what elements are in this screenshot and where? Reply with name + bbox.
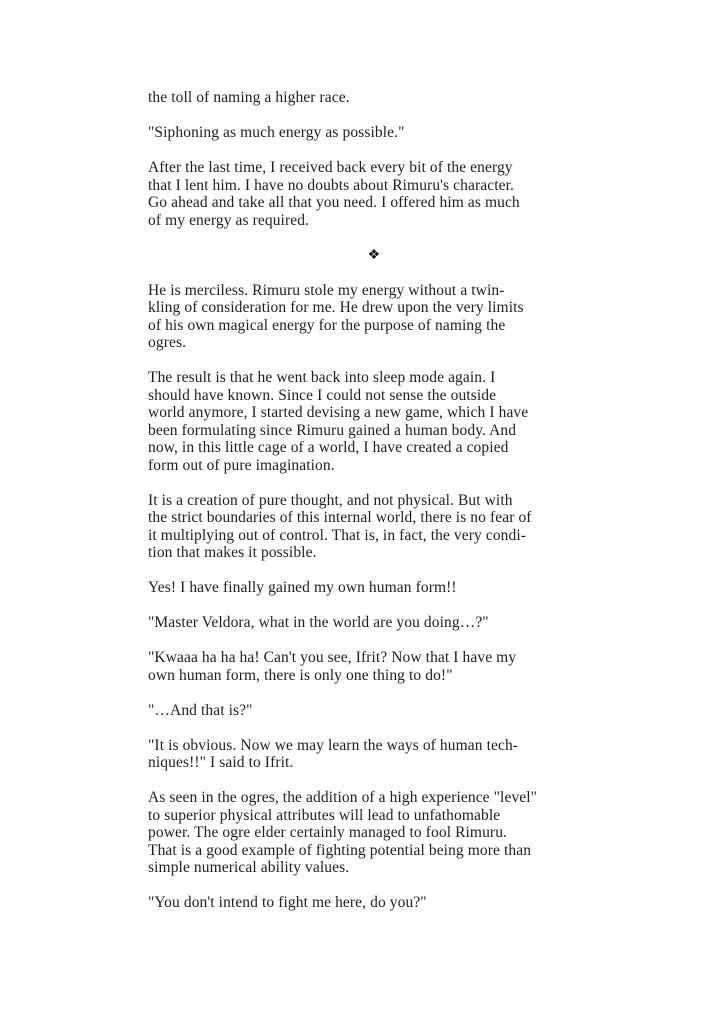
paragraph-dialogue: "It is obvious. Now we may learn the ways of human tech- niques!!" I said to Ifrit. [148, 736, 519, 771]
paragraph-dialogue: "Siphoning as much energy as possible." [148, 124, 405, 141]
section-divider [148, 247, 600, 265]
text-column [148, 89, 600, 912]
paragraph: As seen in the ogres, the addition of a high experience "level" to superior physical attributes will lead to unfathomable power. The ogre elder certainly managed to fool Rimuru. That is a good example of fighting potential being more than simple numerical ability values. [148, 789, 538, 876]
section-break-ornament-icon: ❖ [367, 247, 381, 263]
paragraph-dialogue: "Master Veldora, what in the world are you doing…?" [148, 614, 489, 631]
paragraph-dialogue: "You don't intend to fight me here, do you?" [148, 894, 427, 911]
paragraph-dialogue: "Kwaaa ha ha ha! Can't you see, Ifrit? Now that I have my own human form, there is only one thing to do!" [148, 649, 517, 684]
paragraph-dialogue: "…And that is?" [148, 701, 253, 719]
paragraph: The result is that he went back into sleep mode again. I should have known. Since I could not sense the outside world anymore, I started devising a new game, which I have been formulating since Rimuru gained a human body. And now, in this little cage of a world, I have created a copied form out of pure imagination. [148, 369, 529, 474]
paragraph: It is a creation of pure thought, and not physical. But with the strict boundaries of this internal world, there is no fear of it multiplying out of control. That is, in fact, the very condi- tion that makes it possible. [148, 491, 532, 561]
paragraph: He is merciless. Rimuru stole my energy without a twin- kling of consideration for me. He drew upon the very limits of his own magical energy for the purpose of naming the ogres. [148, 281, 524, 351]
paragraph-continuation: the toll of naming a higher race. [148, 89, 350, 106]
paragraph: Yes! I have finally gained my own human form!! [148, 579, 457, 596]
paragraph: After the last time, I received back every bit of the energy that I lent him. I have no doubts about Rimuru's character. Go ahead and take all that you need. I offered him as much of my energy as required. [148, 159, 520, 229]
